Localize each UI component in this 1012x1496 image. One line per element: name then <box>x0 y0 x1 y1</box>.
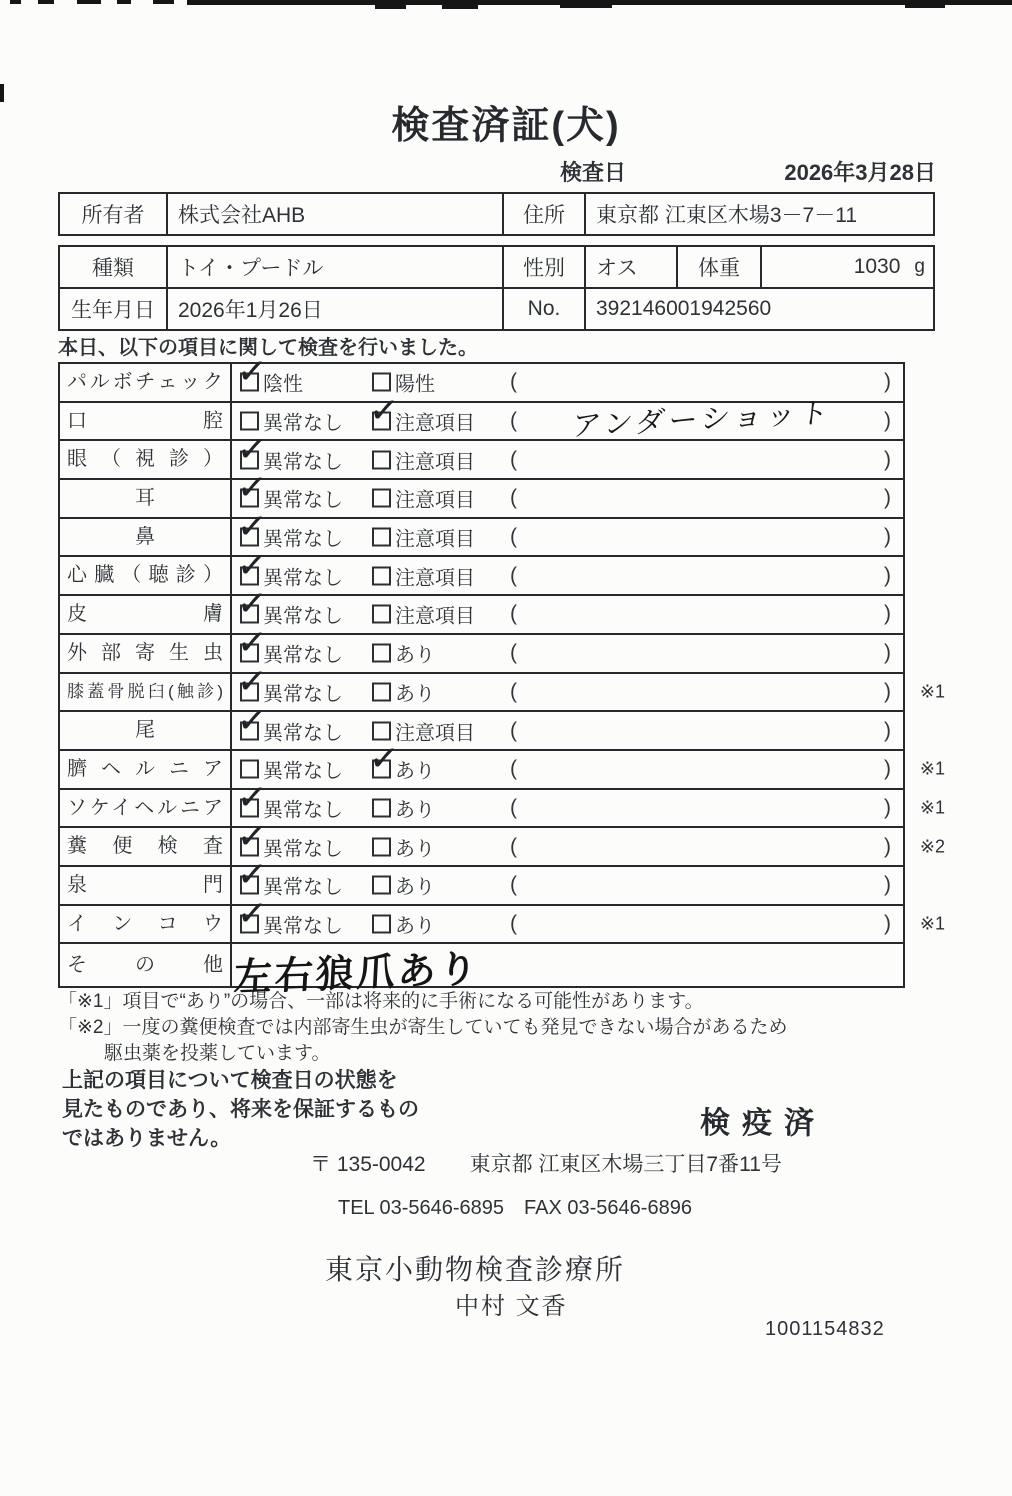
option-2-label: あり <box>395 915 435 938</box>
postal-code: 〒 135-0042 <box>310 1153 426 1176</box>
paren-close: ) <box>884 873 891 897</box>
item-content <box>232 944 903 1000</box>
item-content <box>232 388 903 443</box>
paren-close: ) <box>884 757 891 781</box>
checkbox-icon <box>235 504 269 548</box>
item-content <box>232 543 903 594</box>
checkbox-icon <box>372 837 391 856</box>
exam-date-label: 検査日 <box>560 160 627 185</box>
statement-text: 本日、以下の項目に関して検査を行いました。 <box>58 337 478 359</box>
checkbox-icon <box>235 659 269 703</box>
paren-close: ) <box>884 447 891 471</box>
option-2-label: 注意項目 <box>395 528 475 551</box>
checkbox-icon <box>235 813 269 858</box>
paren-open: ( <box>510 409 517 433</box>
footer-address <box>310 1148 782 1178</box>
no-label: No. <box>502 289 584 329</box>
paren-open: ( <box>510 679 517 703</box>
option-1 <box>235 813 343 861</box>
option-1-label: 異常なし <box>263 722 343 745</box>
item-label: 泉門 <box>60 867 232 904</box>
checkmark-icon: ✓ <box>235 543 269 587</box>
inspection-row <box>60 620 903 672</box>
option-1-label: 異常なし <box>263 412 343 435</box>
address-value: 東京都 江東区木場3－7－11 <box>584 194 933 234</box>
option-2 <box>372 445 475 474</box>
checkbox-icon <box>367 388 401 432</box>
paren-open: ( <box>510 834 517 858</box>
option-1-label: 異常なし <box>263 644 343 667</box>
option-1-label: 異常なし <box>263 876 343 899</box>
option-1 <box>235 659 343 706</box>
option-1 <box>235 465 343 513</box>
item-label: 心臓（聴診） <box>60 557 232 594</box>
option-1-label: 異常なし <box>263 489 343 512</box>
paren-close: ) <box>884 718 891 742</box>
footnote-mark: ※1 <box>919 758 945 779</box>
item-label: ソケイヘルニア <box>60 790 232 827</box>
inspection-row <box>60 659 945 711</box>
option-2 <box>372 368 435 397</box>
tel-number: TEL 03-5646-6895 <box>338 1197 505 1219</box>
inspection-row <box>60 426 903 478</box>
option-1 <box>240 407 343 436</box>
checkbox-icon <box>235 581 269 626</box>
item-label: パルボチェック <box>60 364 232 401</box>
scan-artifact <box>77 0 101 4</box>
option-1-label: 異常なし <box>263 528 343 551</box>
document-serial-number: 1001154832 <box>765 1318 885 1340</box>
item-label: 耳 <box>60 480 232 517</box>
weight-unit: g <box>914 256 925 277</box>
inspection-row <box>60 543 903 594</box>
option-1-label: 異常なし <box>263 799 343 822</box>
inspection-row <box>60 813 945 865</box>
option-2-label: 注意項目 <box>395 722 475 745</box>
checkbox-icon <box>240 412 259 431</box>
checkbox-icon <box>235 891 269 935</box>
scan-artifact <box>38 0 54 4</box>
item-content <box>232 581 903 633</box>
option-2-label: あり <box>395 683 435 706</box>
scan-artifact <box>10 0 21 4</box>
checkbox-icon <box>372 450 391 469</box>
item-content <box>232 813 903 865</box>
footnote-mark: ※1 <box>919 797 945 818</box>
option-1 <box>235 504 343 552</box>
sex-value: オス <box>584 247 676 287</box>
checkbox-icon <box>235 543 269 587</box>
option-2 <box>372 484 475 513</box>
scan-artifact <box>153 0 174 4</box>
address-label: 住所 <box>502 194 584 234</box>
checkbox-icon <box>372 605 391 624</box>
paren-open: ( <box>510 757 517 781</box>
option-1-label: 陰性 <box>263 373 303 396</box>
option-2-label: 注意項目 <box>395 567 475 590</box>
birth-label: 生年月日 <box>71 299 155 322</box>
checkmark-icon: ✓ <box>235 775 269 819</box>
option-1 <box>235 426 343 474</box>
paren-close: ) <box>884 641 891 665</box>
checkmark-icon: ✓ <box>235 659 269 703</box>
option-2 <box>372 639 435 668</box>
item-label: 尾 <box>60 712 232 749</box>
option-1 <box>240 755 343 784</box>
checkmark-icon: ✓ <box>235 891 269 935</box>
handwritten-note: 左右狼爪あり <box>232 948 481 1000</box>
disclaimer-text <box>62 1066 419 1153</box>
paren-open: ( <box>510 525 517 549</box>
inspection-row <box>60 891 945 943</box>
paren-open: ( <box>510 795 517 819</box>
paren-open: ( <box>510 486 517 510</box>
option-2 <box>367 736 435 784</box>
footnote-2-line2: 駆虫薬を投薬しています。 <box>104 1043 331 1064</box>
checkmark-icon: ✓ <box>235 426 269 471</box>
item-content <box>232 465 903 517</box>
paren-open: ( <box>510 563 517 587</box>
footer-tel-fax <box>338 1197 692 1220</box>
page-title: 検査済証(犬) <box>391 105 621 147</box>
quarantine-stamp: 検疫済 <box>700 1107 826 1140</box>
handwritten-note: アンダーショット <box>570 396 834 443</box>
scan-artifact <box>442 0 478 9</box>
scan-artifact <box>375 0 406 9</box>
item-content <box>232 775 903 827</box>
checkbox-icon <box>372 798 391 817</box>
owner-label: 所有者 <box>81 204 145 227</box>
footnote-1: 「※1」項目で“あり”の場合、一部は将来的に手術になる可能性があります。 <box>58 991 704 1012</box>
paren-open: ( <box>510 718 517 742</box>
item-content <box>232 697 903 749</box>
inspection-row <box>60 697 903 749</box>
option-2 <box>372 832 435 861</box>
checkbox-icon <box>235 775 269 819</box>
inspection-table <box>58 349 945 1000</box>
paren-close: ) <box>884 911 891 935</box>
checkmark-icon: ✓ <box>235 349 269 394</box>
checkbox-icon <box>235 349 269 394</box>
disclaimer-line3: ではありません。 <box>62 1127 232 1150</box>
animal-row-1 <box>60 247 933 287</box>
checkmark-icon: ✓ <box>235 852 269 897</box>
option-2 <box>372 561 475 590</box>
disclaimer-line2: 見たものであり、将来を保証するもの <box>62 1098 419 1121</box>
option-2-label: 注意項目 <box>395 451 475 474</box>
checkbox-icon <box>372 566 391 585</box>
exam-date-value: 2026年3月28日 <box>784 160 936 185</box>
owner-value: 株式会社AHB <box>166 194 502 234</box>
sex-label: 性別 <box>502 247 584 287</box>
paren-close: ) <box>884 525 891 549</box>
scan-artifact <box>905 0 945 8</box>
street-address: 東京都 江東区木場三丁目7番11号 <box>469 1153 782 1176</box>
option-1-label: 異常なし <box>263 838 343 861</box>
breed-value: トイ・プードル <box>166 247 502 287</box>
option-2 <box>372 523 475 552</box>
item-label: 皮膚 <box>60 596 232 633</box>
inspection-row <box>60 942 903 1000</box>
footnote-mark: ※1 <box>919 913 945 934</box>
scan-artifact <box>560 0 612 8</box>
option-2 <box>372 716 475 745</box>
inspection-row <box>60 736 945 788</box>
option-2-label: あり <box>395 644 435 667</box>
item-label: 眼（視診） <box>60 441 232 478</box>
option-2-label: 注意項目 <box>395 489 475 512</box>
checkbox-icon <box>240 760 259 779</box>
checkmark-icon: ✓ <box>235 620 269 664</box>
checkbox-icon <box>372 373 391 392</box>
checkbox-icon <box>372 721 391 740</box>
option-1-label: 異常なし <box>263 760 343 783</box>
checkbox-icon <box>235 620 269 664</box>
item-label: 膝蓋骨脱臼(触診) <box>60 674 232 711</box>
clinic-name: 東京小動物検査診療所 <box>325 1254 626 1285</box>
paren-close: ) <box>884 834 891 858</box>
checkmark-icon: ✓ <box>235 697 269 742</box>
inspection-row <box>60 504 903 556</box>
checkbox-icon <box>235 465 269 510</box>
animal-row-2 <box>60 287 933 329</box>
option-2 <box>372 793 435 822</box>
paren-close: ) <box>884 370 891 394</box>
item-label: 糞便検査 <box>60 828 232 865</box>
checkbox-icon <box>235 697 269 742</box>
checkmark-icon: ✓ <box>235 465 269 510</box>
paren-close: ) <box>884 679 891 703</box>
option-1 <box>235 349 303 397</box>
item-content <box>232 891 903 943</box>
item-label: 口腔 <box>60 403 232 440</box>
owner-row <box>60 194 933 234</box>
checkbox-icon <box>372 876 391 895</box>
paren-open: ( <box>510 911 517 935</box>
paren-close: ) <box>884 486 891 510</box>
inspection-row <box>60 852 903 904</box>
weight-value: 1030 <box>853 255 901 278</box>
item-label: インコウ <box>60 906 232 943</box>
option-2-label: あり <box>395 876 435 899</box>
inspection-row <box>60 388 903 443</box>
checkbox-icon <box>235 852 269 897</box>
footnote-2-line1: 「※2」一度の糞便検査では内部寄生虫が寄生していても発見できない場合があるため <box>58 1017 788 1038</box>
option-1-label: 異常なし <box>263 915 343 938</box>
option-1-label: 異常なし <box>263 683 343 706</box>
option-2-label: あり <box>395 838 435 861</box>
option-2-label: 注意項目 <box>395 605 475 628</box>
item-content <box>232 504 903 556</box>
checkmark-icon: ✓ <box>235 581 269 626</box>
option-1-label: 異常なし <box>263 567 343 590</box>
item-content <box>232 852 903 904</box>
inspection-row <box>60 775 945 827</box>
disclaimer-line1: 上記の項目について検査日の状態を <box>62 1069 398 1092</box>
option-2 <box>372 871 435 900</box>
breed-label: 種類 <box>92 257 134 280</box>
checkbox-icon <box>372 914 391 933</box>
checkmark-icon: ✓ <box>367 388 401 432</box>
option-2 <box>372 909 435 938</box>
paren-open: ( <box>510 447 517 471</box>
scan-artifact <box>117 0 131 4</box>
option-1 <box>235 891 343 938</box>
option-2 <box>367 388 475 436</box>
checkbox-icon <box>372 644 391 663</box>
paren-open: ( <box>510 641 517 665</box>
option-1 <box>235 543 343 590</box>
checkbox-icon <box>367 736 401 780</box>
birth-value: 2026年1月26日 <box>166 289 502 329</box>
item-label: 外部寄生虫 <box>60 635 232 672</box>
item-content <box>232 736 903 788</box>
checkbox-icon <box>372 489 391 508</box>
paren-close: ) <box>884 563 891 587</box>
option-1 <box>235 581 343 629</box>
veterinarian-name: 中村 文香 <box>455 1293 568 1320</box>
checkmark-icon: ✓ <box>235 504 269 548</box>
checkbox-icon <box>235 426 269 471</box>
option-2-label: 注意項目 <box>395 412 475 435</box>
item-content <box>232 659 903 711</box>
inspection-row <box>60 581 903 633</box>
inspection-row <box>60 465 903 517</box>
option-1 <box>235 697 343 745</box>
option-2 <box>372 677 435 706</box>
weight-label: 体重 <box>676 247 760 287</box>
option-1-label: 異常なし <box>263 451 343 474</box>
option-2-label: あり <box>395 799 435 822</box>
footnote-mark: ※1 <box>919 681 945 702</box>
no-value: 392146001942560 <box>584 289 933 329</box>
option-1-label: 異常なし <box>263 605 343 628</box>
checkbox-icon <box>372 682 391 701</box>
paren-open: ( <box>510 602 517 626</box>
owner-table <box>58 192 935 236</box>
item-content <box>232 426 903 478</box>
checkbox-icon <box>372 528 391 547</box>
option-2-label: 陽性 <box>395 373 435 396</box>
item-label: その他 <box>60 944 232 986</box>
option-2 <box>372 600 475 629</box>
animal-table <box>58 245 935 331</box>
checkmark-icon: ✓ <box>235 813 269 858</box>
footnote-mark: ※2 <box>919 836 945 857</box>
option-1 <box>235 775 343 822</box>
paren-close: ) <box>884 409 891 433</box>
option-1 <box>235 620 343 668</box>
option-1 <box>235 852 343 900</box>
weight-cell <box>760 247 933 287</box>
checkmark-icon: ✓ <box>367 736 401 780</box>
item-content <box>232 620 903 672</box>
option-2-label: あり <box>395 760 435 783</box>
paren-close: ) <box>884 602 891 626</box>
fax-number: FAX 03-5646-6896 <box>524 1197 692 1219</box>
paren-open: ( <box>510 873 517 897</box>
item-label: 臍ヘルニア <box>60 751 232 788</box>
paren-close: ) <box>884 795 891 819</box>
paren-open: ( <box>510 370 517 394</box>
item-label: 鼻 <box>60 519 232 556</box>
